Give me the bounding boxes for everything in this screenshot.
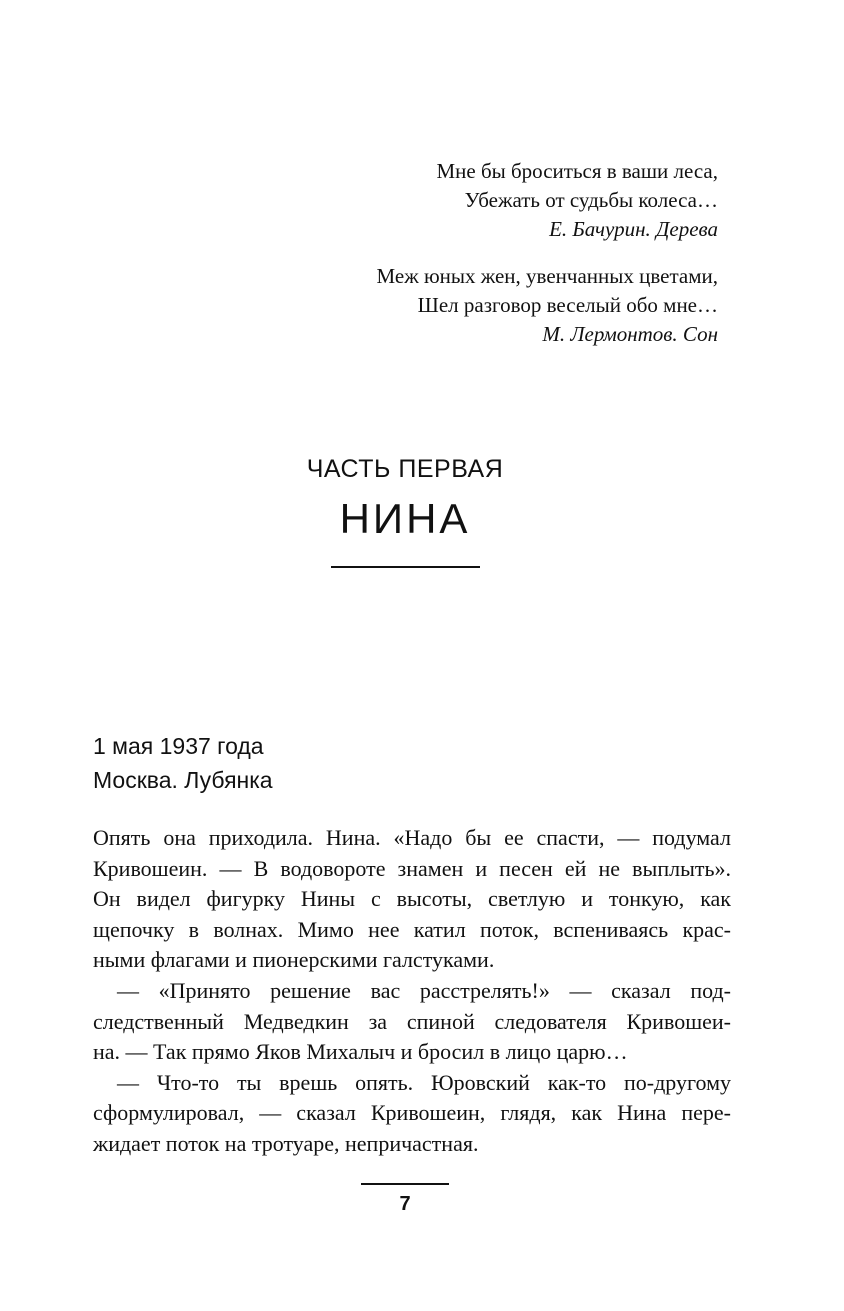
epigraph-2 [376,262,718,349]
title-divider [331,566,480,568]
body-line: Опять она приходила. Нина. «Надо бы ее спасти, — подумал [93,825,731,850]
page-number: 7 [399,1193,411,1215]
body-line: щепочку в волнах. Мимо нее катил поток, вспениваясь крас- [93,916,731,942]
body-line: сформулировал, — сказал Кривошеин, глядя, как Нина пере- [93,1100,731,1126]
body-text [93,823,731,1160]
chapter-date: 1 мая 1937 года [93,733,264,759]
part-title: НИНА [339,495,471,542]
chapter-place: Москва. Лубянка [93,767,273,793]
body-line: на. — Так прямо Яков Михалыч и бросил в лицо царю… [93,1039,628,1065]
page-number-divider [361,1183,449,1185]
body-line: — «Принято решение вас расстрелять!» — сказал под- [117,977,731,1003]
epigraph-1-line-1: Мне бы броситься в ваши леса, [436,159,718,183]
part-label: ЧАСТЬ ПЕРВАЯ [306,455,504,483]
epigraph-2-attribution: М. Лермонтов. Сон [542,322,718,346]
body-line: Он видел фигурку Нины с высоты, светлую и тонкую, как [93,886,731,912]
epigraph-1-attribution: Е. Бачурин. Дерева [549,217,718,241]
epigraph-2-line-1: Меж юных жен, увенчанных цветами, [376,264,718,288]
epigraph-2-line-2: Шел разговор веселый обо мне… [417,293,718,317]
epigraph-1 [436,157,718,244]
body-line: Кривошеин. — В водовороте знамен и песен ей не выплыть». [93,855,731,881]
body-line: ными флагами и пионерскими галстуками. [93,947,495,973]
body-line: жидает поток на тротуаре, непричастная. [93,1130,479,1156]
body-line: — Что-то ты врешь опять. Юровский как-то по-другому [117,1069,731,1095]
epigraph-1-line-2: Убежать от судьбы колеса… [464,188,718,212]
body-line: следственный Медведкин за спиной следователя Кривошеи- [93,1008,731,1034]
